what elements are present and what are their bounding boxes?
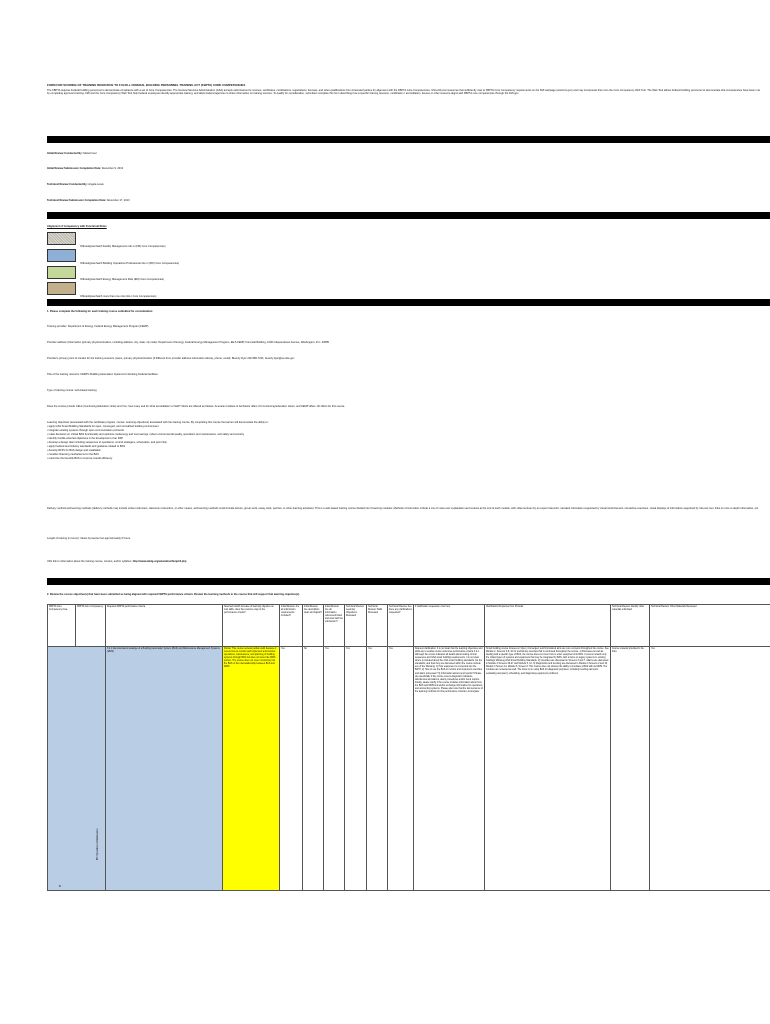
legend-label-fm: Offered/greenhatch Facility Management role in (FM) Core Competencies) xyxy=(80,245,166,248)
legend-label-all: Offered/greenhatch more than one role (ALL) Core Competencies) xyxy=(80,295,157,298)
training-provider: Training provider: Department of Energy, Federal Energy Management Program (FEMP) xyxy=(47,325,149,328)
training-type: Type of training course: web-based training xyxy=(47,389,97,392)
legend-swatch-bo xyxy=(47,249,76,262)
training-resource-name: Title of the training resource: FEMP's Building Automation Systems for Existing Federal Facilities xyxy=(47,373,158,376)
learning-objective: • integrate existing systems through open communication protocols xyxy=(47,429,124,432)
competency-area-cell xyxy=(48,647,106,891)
clarification-note-cell: Request clarification: It is not clear that the learning objectives and skills are to enable course outcomes performance criteria 3.2.1. Although the course indicates all details about setting control sequences and GSA smart building requirements, it is not clear where is included about the GSA smart building standards. Do the standards, and how they are discussed within the course include any of the following: 1) How equipment is connected into the BAS?; 2) How to use the BAS to monitor and implement overrides and alarm processes? 3) Information about trend reports? Please cite specifically if the course covers diagnostic indicators, deficiencies and alarms, alarm procedures and/or trend reports. Finally, please clarify if the course includes information about how the BAS and MMS link and/or exchange information for operations and accounting systems. Please also note that the last sentence of the learning methods for this performance criteria is incomplete. xyxy=(414,647,485,891)
header-cell: Initial Review: Are all submission requirements included? xyxy=(280,605,303,647)
legend-swatch-fm xyxy=(47,232,76,245)
clarifications-requested-cell: Yes xyxy=(388,647,414,891)
learning-objective: • develop a design plan including sequences of operations, control strategies, schematics, and point lists xyxy=(47,441,167,444)
performance-criteria-cell: 3.2.1 Demonstrate knowledge of a Building Automation System (BAS) and Maintenance Management Systems (MMS) xyxy=(106,647,223,891)
learning-objective: • maximize the benefits BAS to improve overall efficiency xyxy=(47,457,113,460)
header-cell: Initial Review: Are description clear and logical? xyxy=(303,605,324,647)
header-cell: Selected to/with increase of learning objective as cost skills, does the resource map to the performance criteria? xyxy=(223,605,280,647)
header-cell: FBPTA Core Competency xyxy=(76,605,106,647)
header-cell: If clarification requested, note here xyxy=(414,605,485,647)
legend-swatch-all xyxy=(47,282,76,295)
provider-address: Provider address (Information (primary physical location, including address, city, state, zip code): Department of Energy, Federal Energy Management Program, EE-5 FEMP, Forrestal Building, 1000 Independence Avenue, Washington, D.C. 20585 xyxy=(47,341,329,344)
form-title: FORM FOR SCORING OF TRAINING RESOURCE TO FULFILL FEDERAL BUILDING PERSONNEL TRAINING ACT (FBPTA) CORE COMPETENCIES xyxy=(47,83,246,87)
competency-area-number: B xyxy=(59,884,61,888)
technical-review-by: Angela Lewis xyxy=(88,183,104,186)
provider-contact: Provider's primary point of contact for the training resource (name, primary physical location (if different from provider address information above), phone, email): Beverly Dyer 202-586-7241; beverly.dyer@ee.doe.gov xyxy=(47,357,295,360)
header-cell: Technical Review: Learning Objectives Reviewed xyxy=(345,605,367,647)
initial-review-date-row xyxy=(47,167,123,170)
provider-response-cell: Smart building course focuses on Open, Converged, and Normalized aims are core concepts throughout the course. See Module 2, Screens 6-9; 10 for preliminary overview that is continued throughout the course. 1) Discusses as well as dealing with a specific type of BAS, the course does not cover how to enter equipment into BAS. It covers network only the critical types of systems and equipment that may be integrated by BAS, with a focus on legacy systems in existing buildings following GSA Smart Building Standards. 2) Overrides are discussed in Screens 3 and 7. Alarms are discussed in Module 2 Screens 26-27 and Module 5, 10. 3) Diagnostics and trending are discussed in Module 4 Screens 2 and 15, Module 3 Screen 14, Module 5, Screen 8. This course does not discuss the ability to interface a BAS with an MMS. The modules are reviewed as well. The focus is on using BAS for diagnostic purposes, including trending elements, evaluating occupancy scheduling, and diagnosing equipment problems. xyxy=(485,647,611,891)
requirements-included-cell: Yes xyxy=(280,647,303,891)
initial-review-by-row xyxy=(47,152,97,155)
technical-review-date-label: Technical Review Submission Completion Date: xyxy=(47,199,107,202)
initial-review-date-label: Initial Review Submission Completion Date: xyxy=(47,167,102,170)
header-cell: FBPTA Core Competency Area xyxy=(48,605,76,647)
alignment-heading: Alignment of Competency with Functional Roles xyxy=(47,225,107,228)
url-row xyxy=(47,560,187,563)
divider-bar xyxy=(47,578,770,585)
header-cell: Technical Review: Are there any clarifications requested? xyxy=(388,605,414,647)
delivery-method: Delivery method and learning methods (delivery methods may include online instruction, classroom instruction, or other means, and learning methods could include lecture, group work, essay work, quizzes, or other learning activities): This is a web-based training course divided into 6 learning modules. Methods of instruction include a mix of voice-over explanation and reviews at the end of each module, with video lectures by an expert instructor; narrated information supported by visual reinforcement, interactive exercises, visual displays of information supported by roll-over text, links to more in-depth information, etc. xyxy=(47,507,759,510)
initial-review-by: Maria Freer xyxy=(83,152,97,155)
learning-objective: • apply Federal and industry standards and guidance related to BAS xyxy=(47,445,126,448)
header-cell: Clarification Response from Provider xyxy=(485,605,611,647)
competency-review-table xyxy=(47,604,770,891)
legend-label-em: Offered/greenhatch Energy Management Role (EM) Core Competencies) xyxy=(80,278,165,281)
learning-objective: • identify trouble-oriented objectives in the development of an RFP xyxy=(47,437,124,440)
objectives-reviewed-cell: Yes xyxy=(345,647,367,891)
header-cell: Technical Review: Other Materials Reviewed xyxy=(650,605,770,647)
divider-bar xyxy=(47,299,770,306)
training-length: Length of training (in hours): Varies by learner but approximately 6 hours xyxy=(47,537,131,540)
divider-bar xyxy=(47,136,770,143)
learning-objective: • consider financing mechanisms for the BAS xyxy=(47,453,99,456)
header-cell: Technical Review: Skills Reviewed xyxy=(367,605,388,647)
section1-heading: 1. Please complete the following for each training course submitted for consideration: xyxy=(47,310,154,313)
technical-review-by-row xyxy=(47,183,104,186)
header-cell: Initial Review: Are all information referenced listed and cited with the submission? xyxy=(324,605,345,647)
materials-reviewed-cell: Yes xyxy=(650,647,770,891)
section2-heading: 2. Review the course objective(s) that have been submitted as being aligned with required FBPTA performance criteria. Review the learning methods in the course that will support that learning objective(s). xyxy=(47,593,300,596)
technical-review-date-row xyxy=(47,199,130,202)
legend-swatch-em xyxy=(47,266,76,279)
table-header-row xyxy=(48,605,770,647)
header-cell: Required FBPTA performance criteria xyxy=(106,605,223,647)
header-cell: Technical Review: Identify other materials submitted xyxy=(611,605,650,647)
description-clear-cell: No xyxy=(303,647,324,891)
table-row xyxy=(48,647,770,891)
url-label: URL link to information about the training course, content, and/or syllabus: xyxy=(47,560,132,563)
learning-objective: • make decisions on critical BAS functionality and optimize cost/energy and cost savings, indoor environmental quality, operations and maintenance, and safety and security xyxy=(47,433,245,436)
course-url[interactable]: http://www.wbdg.org/education/femp16.php xyxy=(132,560,187,563)
mapping-cell: Partial. This course reviews partial credit because it covers how to monitor and implement and improve operations, maintenance, and planning of building systems through BAS but does not cover the MMS portion. The course does not cover monitoring into the BAS or the interrelationship between BAS and MMS. xyxy=(223,647,280,891)
learning-objective: • develop RFPs for BAS design and installation xyxy=(47,449,101,452)
divider-bar xyxy=(47,212,770,219)
skills-reviewed-cell: Yes xyxy=(367,647,388,891)
info-referenced-cell: Yes xyxy=(324,647,345,891)
initial-review-date: December 9, 2013 xyxy=(101,167,124,170)
other-materials-cell: Course material provided in the links xyxy=(611,647,650,891)
technical-review-date: December 17, 2013 xyxy=(106,199,130,202)
competency-area-rotated: BO: Operations & Maintenance xyxy=(96,828,99,860)
technical-review-by-label: Technical Review Conducted By: xyxy=(47,183,88,186)
learning-objective: • apply GSA Smart Building Standards for open, converged, and normalized building environment xyxy=(47,425,159,428)
legend-label-bo: Offered/greenhatch Building Operations Professional role in (BO) Core Competencies) xyxy=(80,262,180,265)
intro-paragraph: The FBPTA requires Federal building personnel to demonstrate compliance with a set of Core Competencies. The General Services Administration (GSA) accepts submissions for courses, certificates, certifications, registrations, licenses, and other qualifications from interested parties for alignment with the FBPTA Core Competencies. GSA will post resources that sufficiently map to FBPTA Core Competency requirements on the FMI webpage (www.fmi.gov) and may incorporate them into the Core Competency Web Tool. The Web Tool allows Federal building personnel to demonstrate that competencies have been met by completing approved training. FMI and the Core Competency Web Tool help Federal employees identify appropriate training, and allow Federal agencies to share information on training sources. To qualify for consideration, submitters complete this form describing how a specific training resource, certification / accreditation, license or other resource aligns with FBPTA core competencies through the FMI.gov. xyxy=(47,89,760,96)
learning-objectives-intro: Learning objectives (associated with the certificate program, course: Learning objectives) associated with the training course. By completing this course the learner will demonstrate the ability to: xyxy=(47,421,269,424)
ceu-info: Does the course provide CEUs (Continuing Education Units) and if so, how many and for what accreditation or field? CEUs are offered as follows: American Institute of Architects offers 3.0 Continuing Education Hours, and FEMP offers .40 CEUs for this course. xyxy=(47,405,346,408)
initial-review-by-label: Initial Review Conducted By: xyxy=(47,152,83,155)
